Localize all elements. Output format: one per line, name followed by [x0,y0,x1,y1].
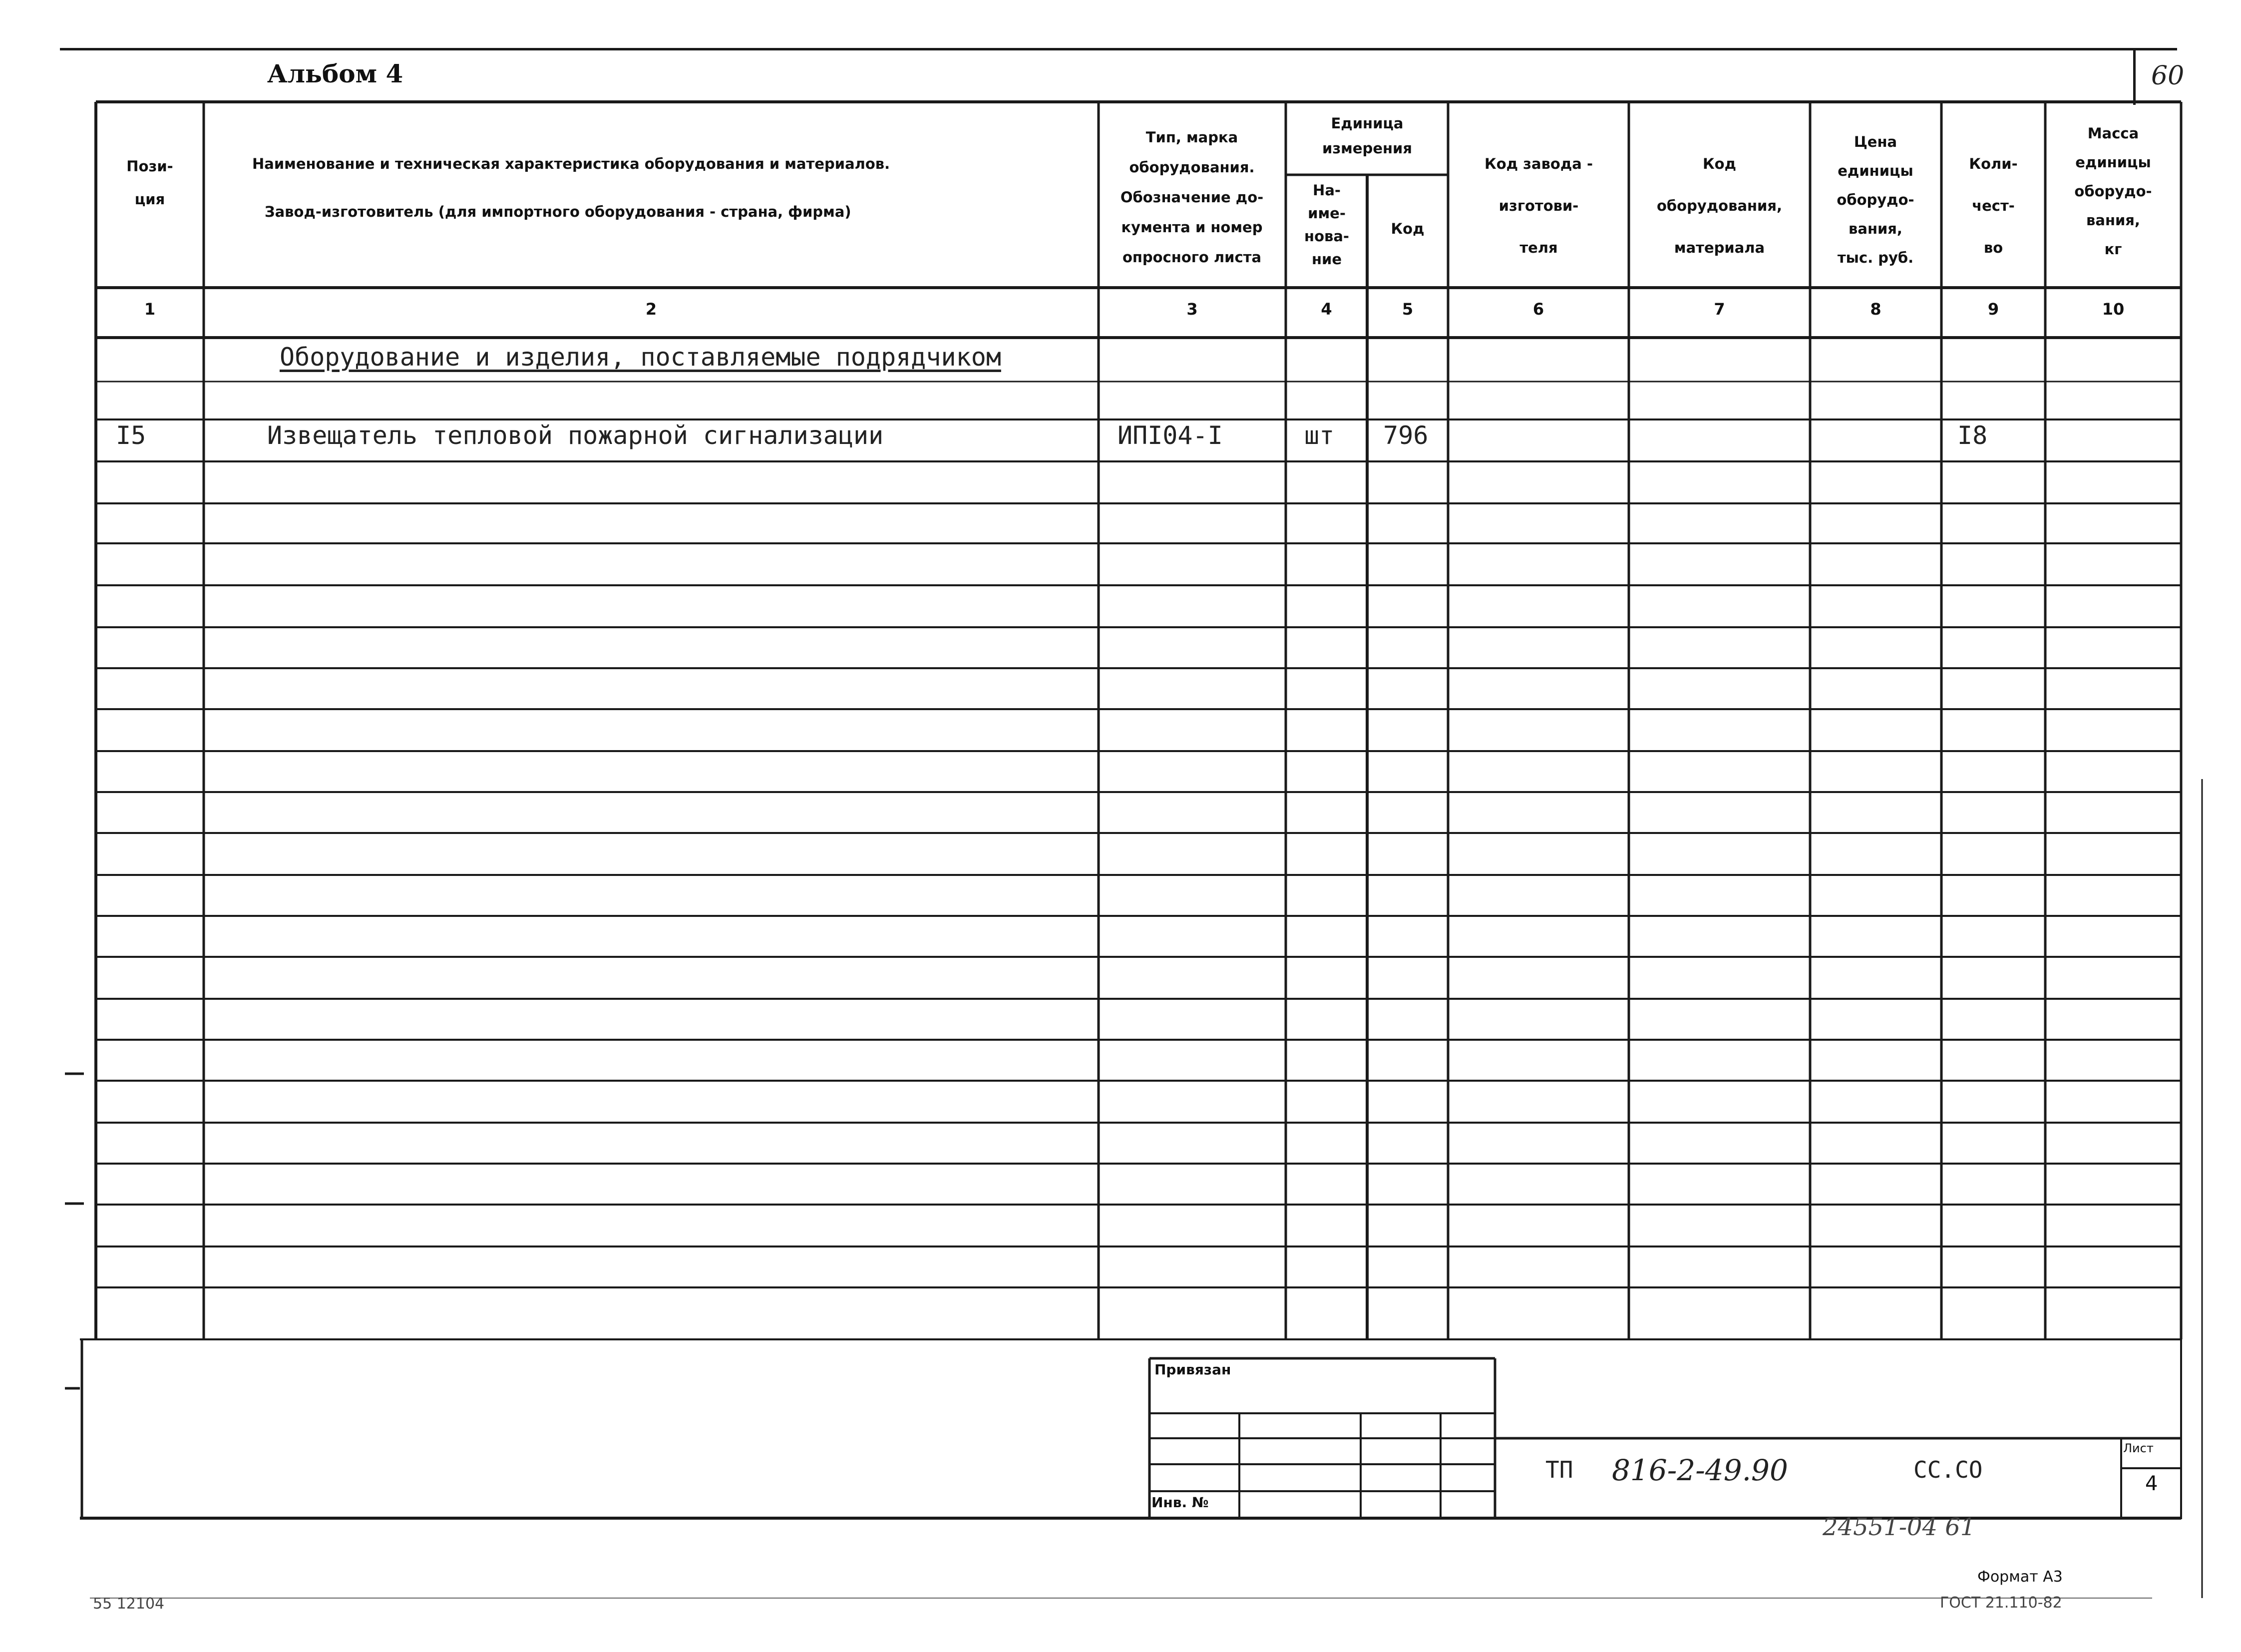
header-unit-group: Единица измерения [1322,115,1412,157]
header-quantity: Коли- чест- во [1969,155,2018,256]
header-unit-code: Код [1391,220,1425,237]
doc-suffix: СС.СО [1913,1456,1983,1483]
header-unit-name: На- име- нова- ние [1304,182,1349,268]
row-quantity: I8 [1957,421,1988,450]
left-footer-code: 55 12104 [93,1595,165,1613]
row-unit-code: 796 [1383,421,1429,450]
col-number-9: 9 [1987,300,1999,319]
col-number-6: 6 [1532,300,1544,319]
col-number-10: 10 [2102,300,2125,319]
header-name-line1: Наименование и техническая характеристика оборудования и материалов. [252,155,890,172]
gost-label: ГОСТ 21.110-82 [1940,1594,2062,1612]
header-name-line2: Завод-изготовитель (для импортного оборудования - страна, фирма) [265,203,851,220]
album-title: Альбом 4 [267,59,403,88]
doc-prefix: ТП [1545,1456,1573,1483]
format-label: Формат А3 [1977,1568,2063,1586]
row-type: ИПI04-I [1118,421,1223,450]
stamp-inv-label: Инв. № [1151,1494,1209,1511]
row-unit: шт [1304,421,1335,450]
header-manufacturer-code: Код завода - изготови- теля [1485,155,1593,256]
col-number-3: 3 [1186,300,1198,319]
col-number-2: 2 [645,300,657,319]
stamp-attached-label: Привязан [1154,1361,1231,1378]
col-number-8: 8 [1870,300,1881,319]
row-name: Извещатель тепловой пожарной сигнализации [267,421,884,450]
header-mass: Масса единицы оборудо- вания, кг [2074,125,2152,258]
section-title: Оборудование и изделия, поставляемые подрядчиком [280,343,1001,372]
col-number-4: 4 [1321,300,1332,319]
col-number-1: 1 [144,300,156,319]
col-number-7: 7 [1714,300,1725,319]
doc-number: 816-2-49.90 [1612,1453,1788,1487]
sheet-number: 4 [2145,1472,2158,1495]
col-number-5: 5 [1402,300,1414,319]
header-position: Пози- ция [126,158,173,208]
header-equipment-code: Код оборудования, материала [1656,155,1783,256]
row-position: I5 [116,421,146,450]
page-number: 60 [2151,61,2185,91]
header-type: Тип, марка оборудования. Обозначение до- кумента и номер опросного листа [1120,129,1264,266]
sheet-label: Лист [2123,1441,2154,1455]
header-price: Цена единицы оборудо- вания, тыс. руб. [1837,133,1914,266]
handwritten-code: 24551-04 61 [1823,1513,1976,1541]
